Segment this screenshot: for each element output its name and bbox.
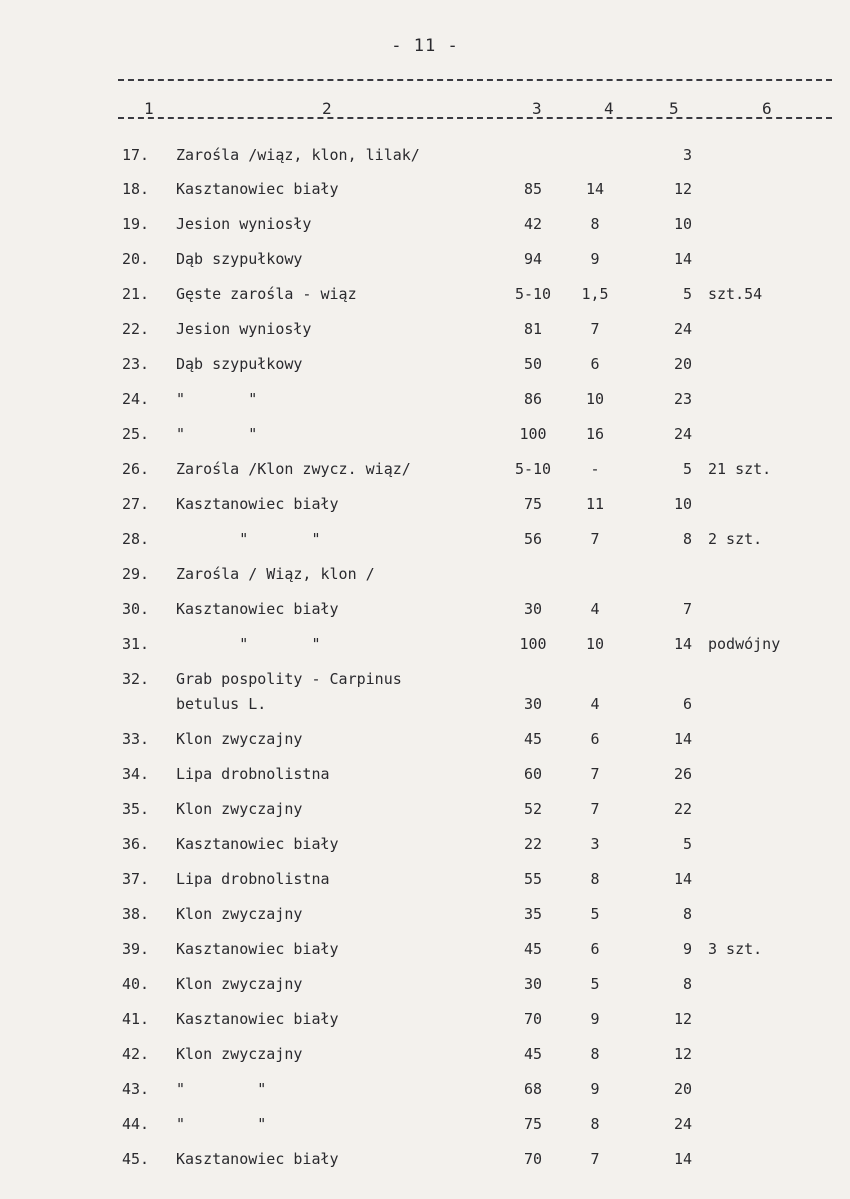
value-col-3: 75 [523,495,543,513]
remark-col-6: 3 szt. [708,940,763,958]
value-col-5: 26 [673,765,692,783]
value-col-4: 9 [590,250,600,268]
table-row [0,1112,850,1136]
value-col-5: 12 [673,180,692,198]
species-name: Kasztanowiec biały [176,1150,339,1168]
value-col-3: 42 [523,215,543,233]
value-col-5: 12 [673,1010,692,1028]
table-row [0,562,850,586]
table-row [0,212,850,236]
value-col-4: 5 [590,905,600,923]
row-number: 35. [122,800,150,818]
value-col-4: 8 [590,1115,600,1133]
page-number: - 11 - [391,36,459,56]
row-number: 32. [122,670,150,688]
table-row [0,937,850,961]
value-col-5: 14 [673,250,692,268]
species-name: " " [176,390,258,408]
value-col-4: 7 [590,800,600,818]
value-col-3: 94 [523,250,543,268]
column-header-1: 1 [144,99,154,118]
value-col-5: 20 [673,355,692,373]
value-col-5: 5 [682,285,692,303]
value-col-4: 9 [590,1010,600,1028]
table-row [0,832,850,856]
species-name: Klon zwyczajny [176,800,303,818]
table-row [0,1147,850,1171]
table-row [0,597,850,621]
species-name: Jesion wyniosły [176,215,312,233]
value-col-5: 14 [673,1150,692,1168]
value-col-3: 50 [523,355,543,373]
value-col-5: 10 [673,215,692,233]
value-col-3: 5-10 [514,460,552,478]
column-header-6: 6 [762,99,772,118]
value-col-5: 5 [682,460,692,478]
species-name: " " [176,1080,267,1098]
species-name: Lipa drobnolistna [176,765,330,783]
table-row [0,867,850,891]
value-col-5: 8 [682,530,692,548]
value-col-4: 4 [590,600,600,618]
species-name: Kasztanowiec biały [176,600,339,618]
value-col-5: 10 [673,495,692,513]
species-name: Kasztanowiec biały [176,495,339,513]
species-name: " " [176,425,258,443]
row-number: 39. [122,940,150,958]
value-col-5: 24 [673,1115,692,1133]
value-col-5: 5 [682,835,692,853]
row-number: 38. [122,905,150,923]
value-col-3: 81 [523,320,543,338]
table-row [0,247,850,271]
row-number: 23. [122,355,150,373]
row-number: 43. [122,1080,150,1098]
value-col-5: 9 [682,940,692,958]
value-col-4: 14 [585,180,605,198]
value-col-5: 14 [673,635,692,653]
value-col-4: - [590,460,600,478]
column-header-3: 3 [532,99,542,118]
table-row [0,492,850,516]
value-col-3: 68 [523,1080,543,1098]
row-number: 34. [122,765,150,783]
table-row [0,667,850,691]
row-number: 30. [122,600,150,618]
table-row [0,527,850,551]
value-col-4: 6 [590,355,600,373]
value-col-4: 3 [590,835,600,853]
value-col-3: 85 [523,180,543,198]
value-col-4: 6 [590,730,600,748]
value-col-4: 10 [585,635,605,653]
value-col-4: 8 [590,1045,600,1063]
row-number: 37. [122,870,150,888]
row-number: 19. [122,215,150,233]
value-col-4: 6 [590,940,600,958]
value-col-5: 6 [682,695,692,713]
value-col-3: 22 [523,835,543,853]
value-col-5: 12 [673,1045,692,1063]
header-dash-bottom [118,117,832,119]
species-name: Klon zwyczajny [176,730,303,748]
species-name: Dąb szypułkowy [176,250,303,268]
species-name: Zarośla /wiąz, klon, lilak/ [176,146,420,164]
row-number: 45. [122,1150,150,1168]
table-row [0,902,850,926]
value-col-4: 16 [585,425,605,443]
value-col-5: 24 [673,320,692,338]
table-row [0,1007,850,1031]
value-col-5: 7 [682,600,692,618]
table-row [0,177,850,201]
value-col-5: 20 [673,1080,692,1098]
value-col-3: 52 [523,800,543,818]
species-name: Kasztanowiec biały [176,940,339,958]
row-number: 41. [122,1010,150,1028]
column-header-4: 4 [604,99,614,118]
species-name: Lipa drobnolistna [176,870,330,888]
table-row [0,1042,850,1066]
species-name: Zarośla / Wiąz, klon / [176,565,375,583]
value-col-4: 11 [585,495,605,513]
value-col-5: 14 [673,870,692,888]
table-row [0,352,850,376]
species-name: betulus L. [176,695,267,713]
value-col-5: 3 [682,146,692,164]
row-number: 44. [122,1115,150,1133]
value-col-4: 8 [590,215,600,233]
table-row [0,457,850,481]
value-col-5: 8 [682,905,692,923]
remark-col-6: 21 szt. [708,460,772,478]
species-name: Grab pospolity - Carpinus [176,670,402,688]
species-name: Gęste zarośla - wiąz [176,285,357,303]
remark-col-6: podwójny [708,635,781,653]
table-row [0,422,850,446]
value-col-3: 30 [523,975,543,993]
value-col-4: 1,5 [581,285,609,303]
row-number: 28. [122,530,150,548]
row-number: 31. [122,635,150,653]
row-number: 18. [122,180,150,198]
row-number: 21. [122,285,150,303]
species-name: Kasztanowiec biały [176,835,339,853]
header-dash-top [118,79,832,81]
table-row [0,1077,850,1101]
row-number: 22. [122,320,150,338]
value-col-3: 30 [523,695,543,713]
value-col-4: 5 [590,975,600,993]
value-col-3: 45 [523,730,543,748]
table-row [0,387,850,411]
value-col-3: 56 [523,530,543,548]
value-col-4: 7 [590,765,600,783]
value-col-5: 22 [673,800,692,818]
value-col-4: 7 [590,320,600,338]
value-col-4: 10 [585,390,605,408]
value-col-5: 24 [673,425,692,443]
column-header-2: 2 [322,99,332,118]
table-row [0,143,850,167]
species-name: Klon zwyczajny [176,905,303,923]
row-number: 40. [122,975,150,993]
column-header-5: 5 [669,99,679,118]
value-col-4: 4 [590,695,600,713]
value-col-3: 55 [523,870,543,888]
value-col-5: 8 [682,975,692,993]
table-row [0,282,850,306]
row-number: 26. [122,460,150,478]
value-col-4: 8 [590,870,600,888]
value-col-3: 75 [523,1115,543,1133]
table-row [0,692,850,716]
value-col-3: 5-10 [514,285,552,303]
row-number: 36. [122,835,150,853]
value-col-4: 7 [590,1150,600,1168]
row-number: 25. [122,425,150,443]
value-col-3: 30 [523,600,543,618]
row-number: 20. [122,250,150,268]
table-row [0,762,850,786]
species-name: " " [176,635,321,653]
value-col-3: 100 [519,635,547,653]
table-row [0,317,850,341]
row-number: 29. [122,565,150,583]
species-name: Zarośla /Klon zwycz. wiąz/ [176,460,411,478]
value-col-5: 23 [673,390,692,408]
row-number: 24. [122,390,150,408]
row-number: 17. [122,146,150,164]
table-row [0,972,850,996]
value-col-3: 45 [523,1045,543,1063]
row-number: 42. [122,1045,150,1063]
species-name: Jesion wyniosły [176,320,312,338]
species-name: " " [176,1115,267,1133]
row-number: 33. [122,730,150,748]
remark-col-6: 2 szt. [708,530,763,548]
remark-col-6: szt.54 [708,285,763,303]
value-col-4: 9 [590,1080,600,1098]
species-name: Kasztanowiec biały [176,1010,339,1028]
value-col-5: 14 [673,730,692,748]
table-row [0,727,850,751]
species-name: " " [176,530,321,548]
value-col-3: 86 [523,390,543,408]
column-headers [0,99,850,119]
species-name: Klon zwyczajny [176,975,303,993]
value-col-3: 60 [523,765,543,783]
value-col-3: 45 [523,940,543,958]
row-number: 27. [122,495,150,513]
table-row [0,797,850,821]
species-name: Dąb szypułkowy [176,355,303,373]
value-col-4: 7 [590,530,600,548]
species-name: Kasztanowiec biały [176,180,339,198]
value-col-3: 70 [523,1010,543,1028]
value-col-3: 100 [519,425,547,443]
species-name: Klon zwyczajny [176,1045,303,1063]
value-col-3: 70 [523,1150,543,1168]
value-col-3: 35 [523,905,543,923]
table-row [0,632,850,656]
